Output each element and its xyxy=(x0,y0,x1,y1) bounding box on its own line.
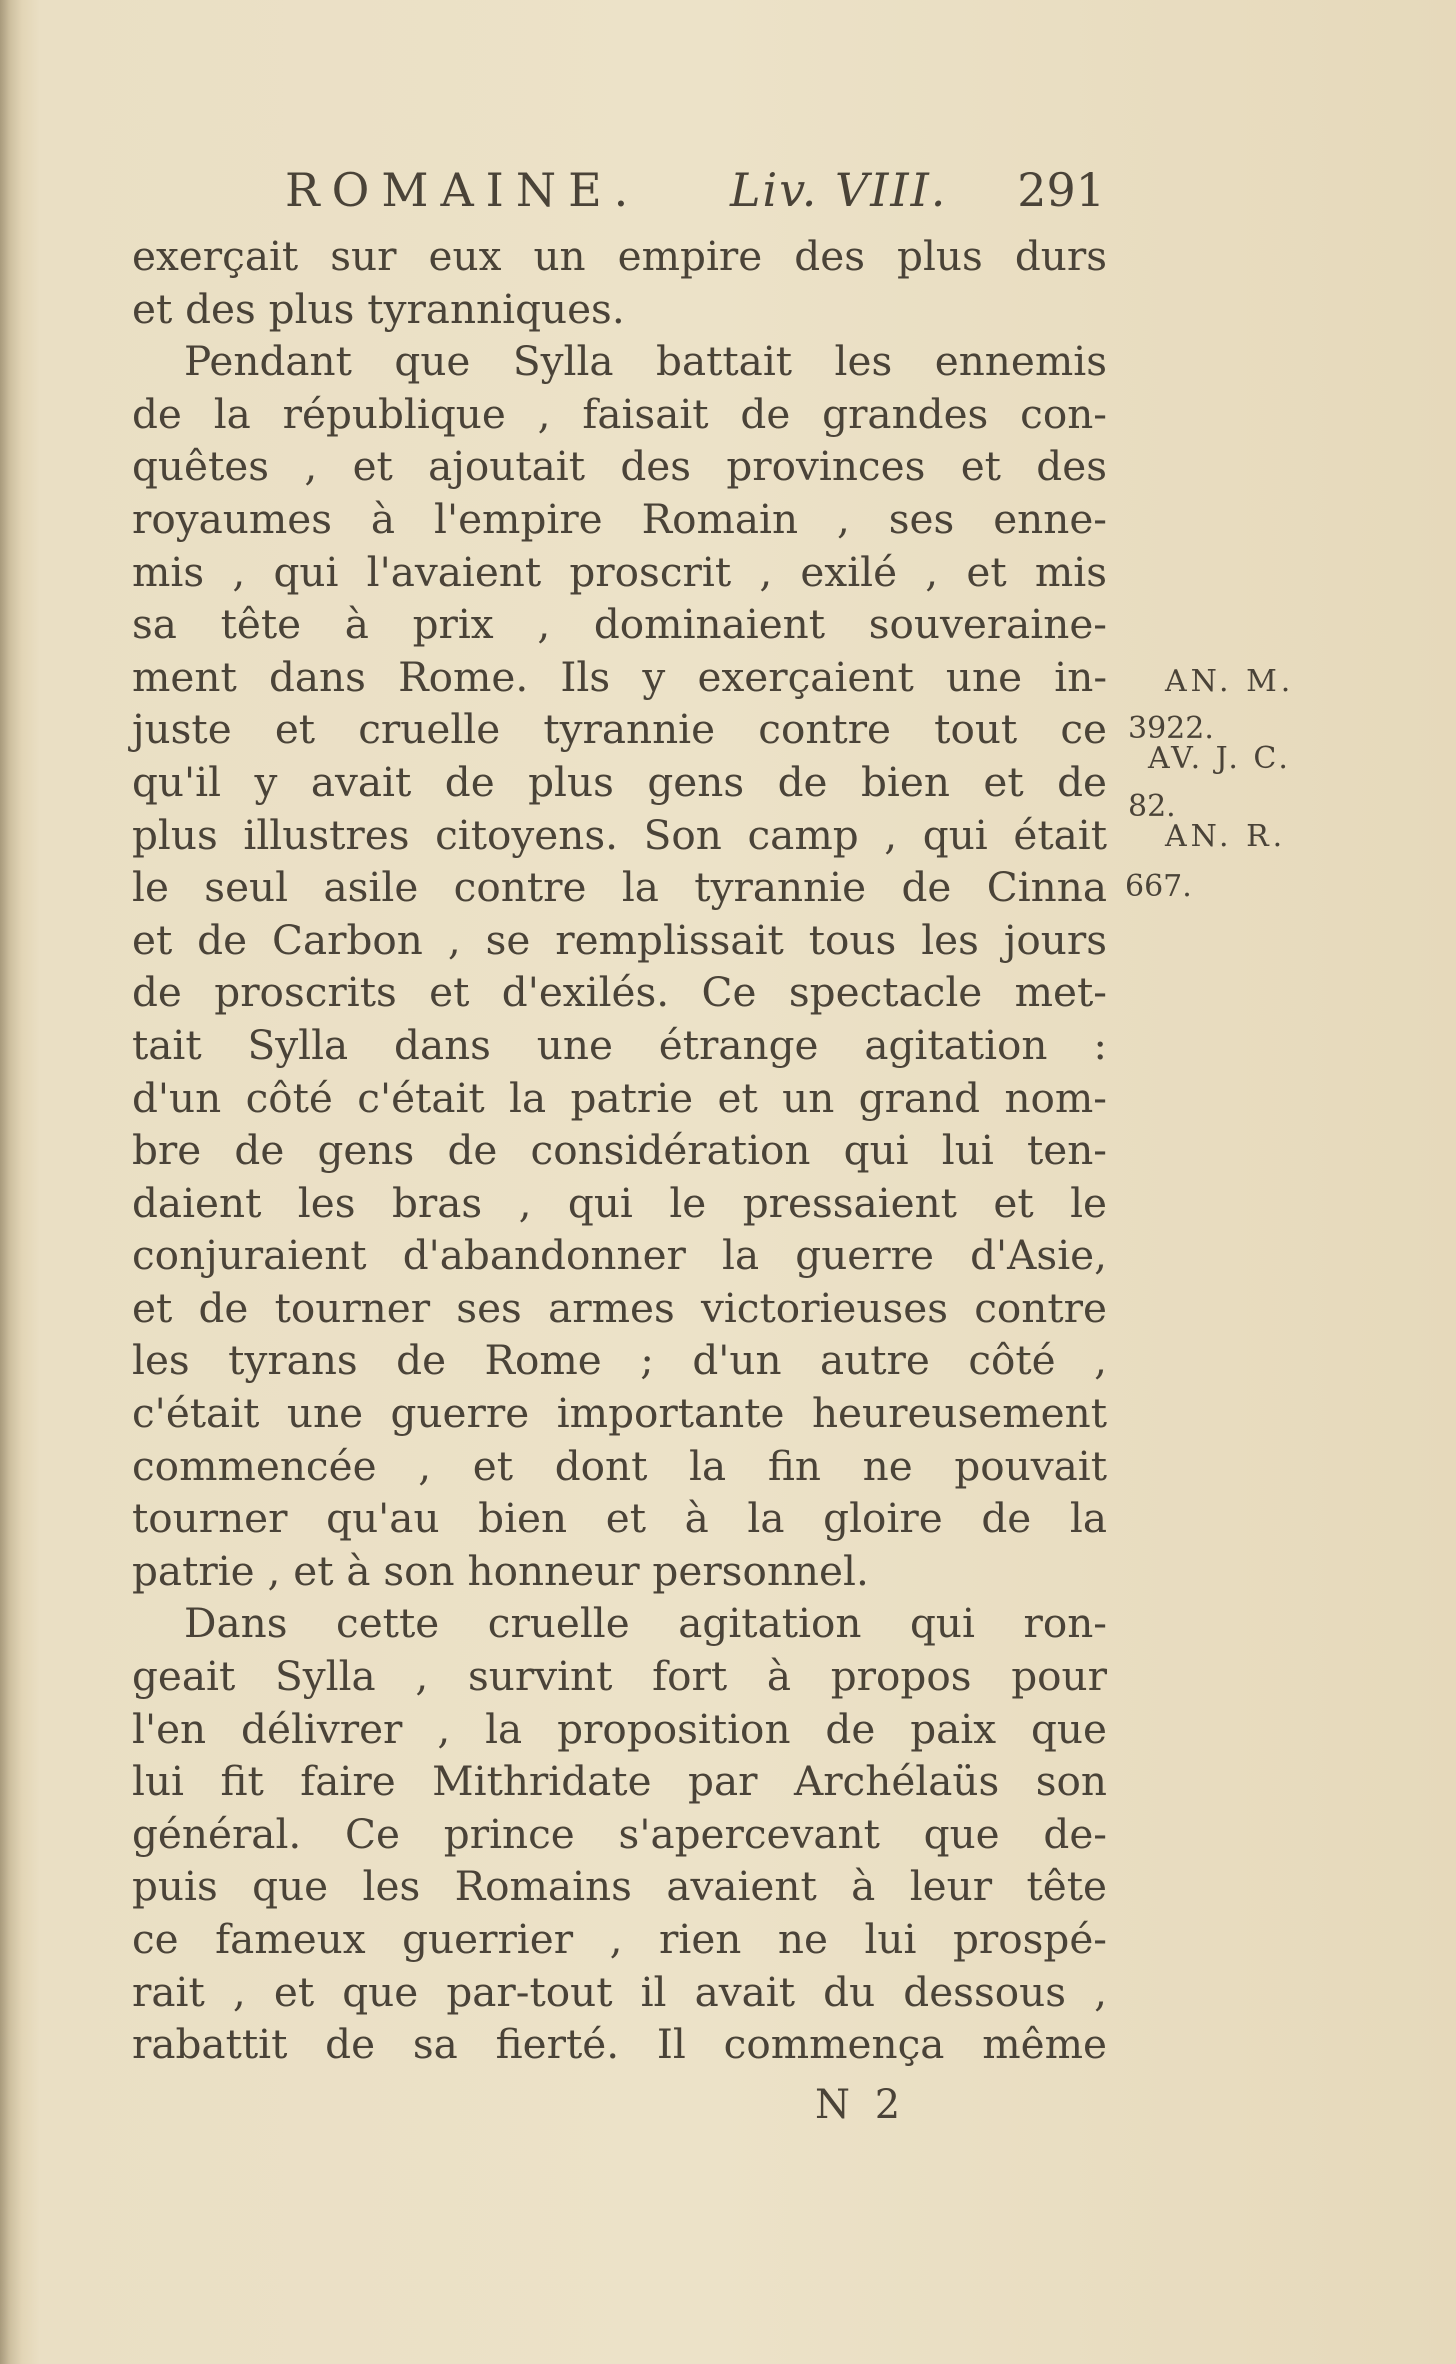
text-line: rait , et que par-tout il avait du dessous , xyxy=(132,1967,1107,2016)
page-number: 291 xyxy=(1017,163,1105,217)
text-line: plus illustres citoyens. Son camp , qui était xyxy=(132,810,1107,859)
text-line: conjuraient d'abandonner la guerre d'Asie, xyxy=(132,1231,1107,1280)
text-line: l'en délivrer , la proposition de paix que xyxy=(132,1704,1107,1753)
running-title: ROMAINE. xyxy=(285,163,641,217)
text-line: daient les bras , qui le pressaient et le xyxy=(132,1178,1107,1227)
text-line: de proscrits et d'exilés. Ce spectacle met- xyxy=(132,968,1107,1017)
text-line: qu'il y avait de plus gens de bien et de xyxy=(132,757,1107,806)
text-line: et des plus tyranniques. xyxy=(132,284,625,333)
text-line: et de Carbon , se remplissait tous les jours xyxy=(132,915,1107,964)
marginal-year-value-bc: 82. xyxy=(1128,789,1176,824)
text-line: général. Ce prince s'apercevant que de- xyxy=(132,1809,1107,1858)
signature-mark: N 2 xyxy=(815,2082,907,2128)
marginal-year-label-world: AN. M. xyxy=(1165,664,1295,699)
book-spine-shadow xyxy=(0,0,22,2364)
text-line: tourner qu'au bien et à la gloire de la xyxy=(132,1494,1107,1543)
text-line: Dans cette cruelle agitation qui ron- xyxy=(184,1599,1107,1648)
text-line: exerçait sur eux un empire des plus durs xyxy=(132,232,1107,280)
text-line: de la république , faisait de grandes con- xyxy=(132,389,1107,438)
text-line: quêtes , et ajoutait des provinces et des xyxy=(132,442,1107,491)
marginal-year-label-rome: AN. R. xyxy=(1165,819,1287,854)
text-line: d'un côté c'était la patrie et un grand nom- xyxy=(132,1073,1107,1122)
text-line: les tyrans de Rome ; d'un autre côté , xyxy=(132,1336,1107,1385)
running-header xyxy=(285,155,1105,225)
text-line: rabattit de sa fierté. Il commença même xyxy=(132,2020,1107,2069)
text-line: bre de gens de considération qui lui ten- xyxy=(132,1126,1107,1175)
text-line: mis , qui l'avaient proscrit , exilé , et mis xyxy=(132,547,1107,596)
text-line: puis que les Romains avaient à leur tête xyxy=(132,1862,1107,1911)
text-line: juste et cruelle tyrannie contre tout ce xyxy=(132,705,1107,754)
text-line: lui fit faire Mithridate par Archélaüs son xyxy=(132,1757,1107,1806)
text-line: ment dans Rome. Ils y exerçaient une in- xyxy=(132,652,1107,701)
book-number: Liv. VIII. xyxy=(730,163,948,217)
text-block xyxy=(132,230,1107,2071)
text-line: ce fameux guerrier , rien ne lui prospé- xyxy=(132,1915,1107,1963)
text-line: patrie , et à son honneur personnel. xyxy=(132,1546,869,1595)
marginal-year-value-rome: 667. xyxy=(1125,869,1192,904)
text-line: et de tourner ses armes victorieuses contre xyxy=(132,1283,1107,1332)
marginal-year-label-bc: AV. J. C. xyxy=(1148,741,1291,776)
text-line: commencée , et dont la fin ne pouvait xyxy=(132,1441,1107,1490)
text-line: Pendant que Sylla battait les ennemis xyxy=(184,337,1107,386)
marginal-year-value-world: 3922. xyxy=(1128,711,1214,746)
text-line: le seul asile contre la tyrannie de Cinna xyxy=(132,863,1107,912)
text-line: sa tête à prix , dominaient souveraine- xyxy=(132,600,1107,649)
text-line: tait Sylla dans une étrange agitation : xyxy=(132,1020,1107,1069)
text-line: geait Sylla , survint fort à propos pour xyxy=(132,1652,1107,1701)
text-line: royaumes à l'empire Romain , ses enne- xyxy=(132,494,1107,543)
text-line: c'était une guerre importante heureusement xyxy=(132,1389,1107,1438)
